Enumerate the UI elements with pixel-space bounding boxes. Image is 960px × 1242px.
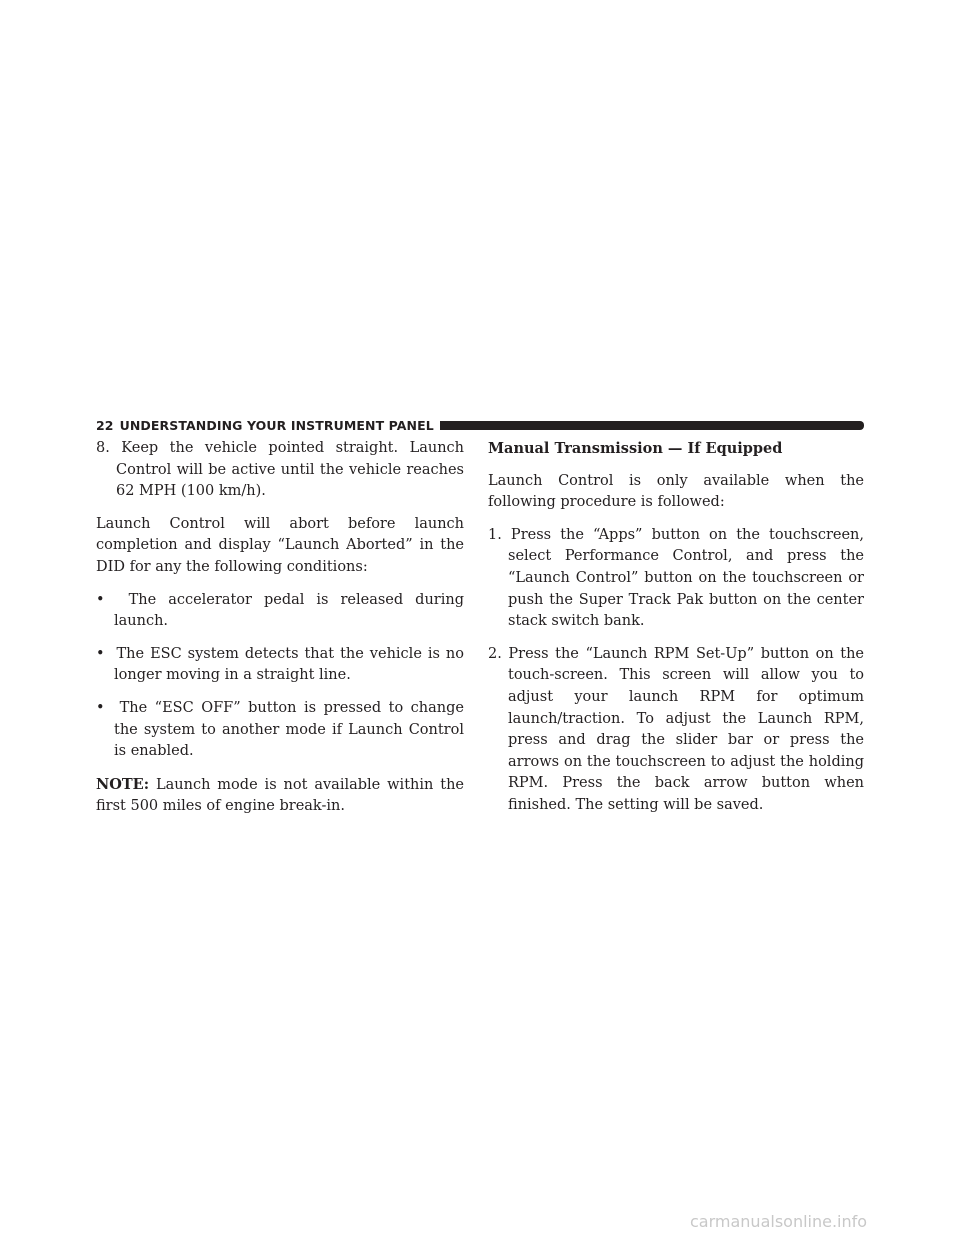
right-column bbox=[488, 438, 864, 817]
section-heading: Manual Transmission — If Equipped bbox=[488, 440, 783, 457]
watermark: carmanualsonline.info bbox=[690, 1212, 868, 1231]
note-text: Launch mode is not available within the first 500 miles of engine break-in. bbox=[96, 776, 464, 815]
bullet-item bbox=[96, 644, 464, 687]
page-header bbox=[96, 417, 864, 433]
step-2: 2. Press the “Launch RPM Set-Up” button on the touch-screen. This screen will allow you to adjust your launch RPM for optimum launch/traction. To adjust the Launch RPM, press and drag the slider bar or press the arrows on the touchscreen to adjust the holding RPM. Press the back arrow button when finished. The setting will be saved. bbox=[488, 645, 864, 813]
abort-intro: Launch Control will abort before launch completion and display “Launch Aborted” in the DID for any the following conditions: bbox=[96, 515, 464, 575]
left-column bbox=[96, 438, 464, 818]
step-1: 1. Press the “Apps” button on the touchscreen, select Performance Control, and press the “Launch Control” button on the touchscreen or push the Super Track Pak button on the center stack switch bank. bbox=[488, 526, 864, 630]
bullet-text: The “ESC OFF” button is pressed to change the system to another mode if Launch Control is enabled. bbox=[114, 699, 464, 760]
bullet-icon: • bbox=[96, 699, 120, 716]
bullet-text: The ESC system detects that the vehicle is no longer moving in a straight line. bbox=[114, 645, 464, 684]
bullet-item bbox=[96, 590, 464, 633]
note-paragraph bbox=[96, 774, 464, 818]
bullet-text: The accelerator pedal is released during launch. bbox=[114, 591, 464, 630]
bullet-icon: • bbox=[96, 645, 117, 662]
note-label: NOTE: bbox=[96, 775, 150, 793]
header-rule bbox=[440, 421, 864, 430]
section-title: UNDERSTANDING YOUR INSTRUMENT PANEL bbox=[119, 417, 434, 433]
step-8: 8. Keep the vehicle pointed straight. Launch Control will be active until the vehicle reaches 62 MPH (100 km/h). bbox=[96, 440, 464, 500]
bullet-item bbox=[96, 698, 464, 763]
bullet-icon: • bbox=[96, 591, 129, 608]
page-number: 22 bbox=[96, 417, 114, 433]
procedure-intro: Launch Control is only available when the following procedure is followed: bbox=[488, 472, 864, 511]
